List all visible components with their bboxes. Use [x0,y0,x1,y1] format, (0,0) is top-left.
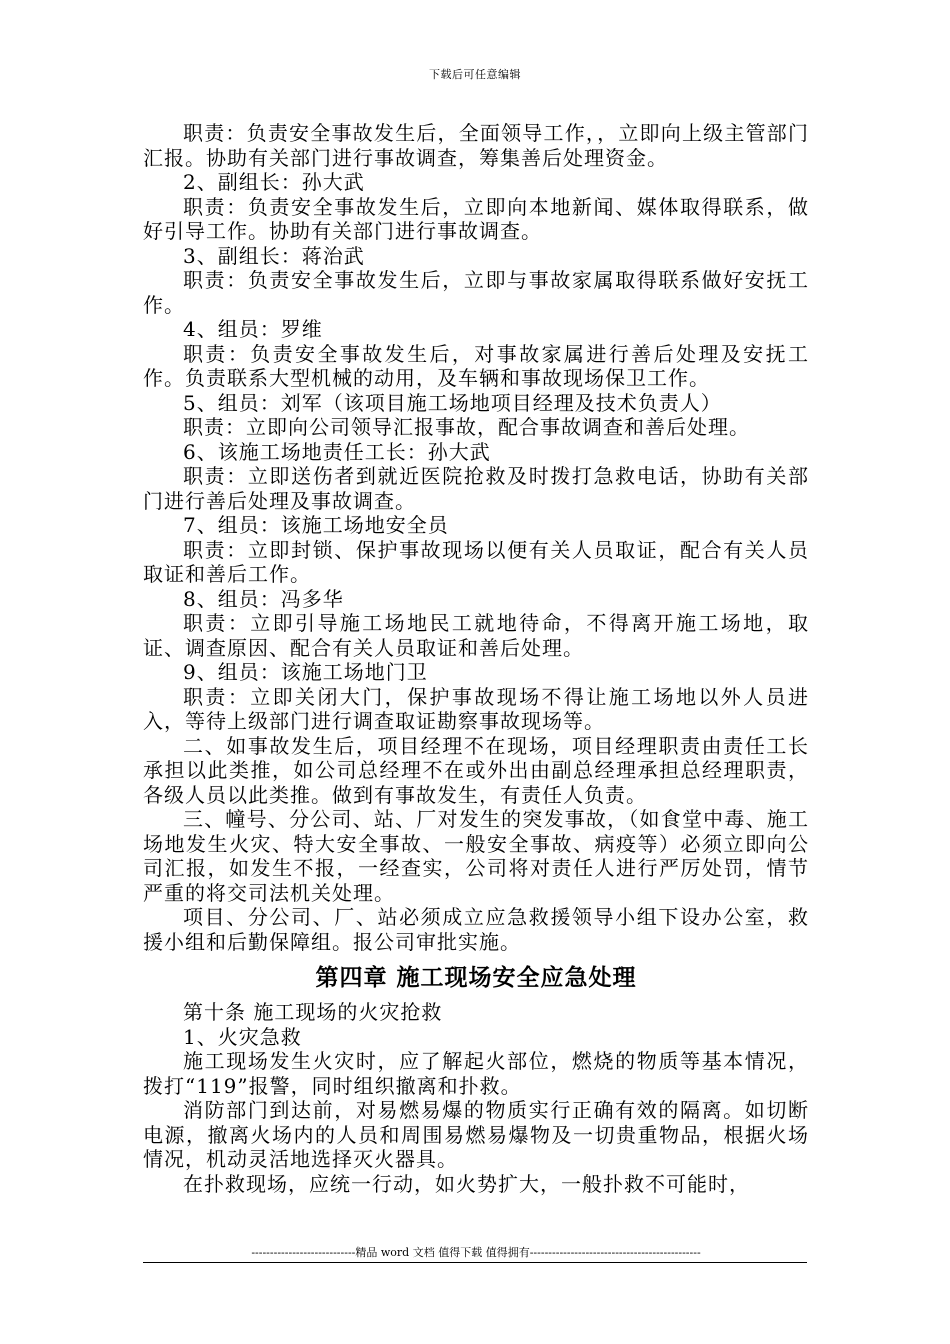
paragraph: 职责：负责安全事故发生后，立即向本地新闻、媒体取得联系，做好引导工作。协助有关部门进行事故调查。 [143,194,809,243]
document-body [143,121,809,1196]
paragraph: 项目、分公司、厂、站必须成立应急救援领导小组下设办公室，救援小组和后勤保障组。报公司审批实施。 [143,905,809,954]
paragraph: 第十条 施工现场的火灾抢救 [183,1000,443,1024]
paragraph: 8、组员：冯多华 [183,586,344,611]
paragraph: 职责：立即向公司领导汇报事故，配合事故调查和善后处理。 [183,415,750,439]
paragraph: 职责：负责安全事故发生后，对事故家属进行善后处理及安抚工作。负责联系大型机械的动用，及车辆和事故现场保卫工作。 [143,341,809,390]
paragraph: 消防部门到达前，对易燃易爆的物质实行正确有效的隔离。如切断电源，撤离火场内的人员和周围易燃易爆物及一切贵重物品，根据火场情况，机动灵活地选择灭火器具。 [143,1098,809,1171]
page-footer: ----------------------------精品 word 文档 值得下载 值得拥有---------------------------------------------- [251,1246,701,1259]
chapter-title: 第四章 施工现场安全应急处理 [315,965,637,991]
paragraph: 在扑救现场，应统一行动，如火势扩大，一般扑救不可能时， [183,1171,750,1196]
paragraph: 三、幢号、分公司、站、厂对发生的突发事故，（如食堂中毒、施工场地发生火灾、特大安全事故、一般安全事故、病疫等）必须立即向公司汇报，如发生不报，一经查实，公司将对责任人进行严厉处罚，情节严重的将交司法机关处理。 [143,807,809,905]
paragraph: 职责：立即关闭大门，保护事故现场不得让施工场地以外人员进入，等待上级部门进行调查取证勘察事故现场等。 [143,684,809,733]
paragraph: 职责：负责安全事故发生后，立即与事故家属取得联系做好安抚工作。 [143,268,809,317]
paragraph: 职责：立即封锁、保护事故现场以便有关人员取证，配合有关人员取证和善后工作。 [143,537,809,586]
paragraph: 职责：立即送伤者到就近医院抢救及时拨打急救电话，协助有关部门进行善后处理及事故调查。 [143,464,809,513]
paragraph: 5、组员：刘军（该项目施工场地项目经理及技术负责人） [183,390,722,415]
paragraph: 施工现场发生火灾时，应了解起火部位，燃烧的物质等基本情况，拨打“119”报警，同时组织撤离和扑救。 [143,1049,809,1098]
paragraphs-before [143,121,809,954]
paragraph: 二、如事故发生后，项目经理不在现场，项目经理职责由责任工长承担以此类推，如公司总经理不在或外出由副总经理承担总经理职责，各级人员以此类推。做到有事故发生，有责任人负责。 [143,733,809,807]
paragraph: 9、组员：该施工场地门卫 [183,660,428,684]
paragraph: 2、副组长：孙大武 [183,170,365,194]
paragraph: 7、组员：该施工场地安全员 [183,513,449,537]
paragraph: 3、副组长：蒋治武 [183,243,365,268]
paragraph: 职责：负责安全事故发生后，全面领导工作，，立即向上级主管部门汇报。协助有关部门进行事故调查，筹集善后处理资金。 [143,121,809,170]
paragraph: 6、该施工场地责任工长：孙大武 [183,439,491,464]
paragraph: 1、火灾急救 [183,1024,302,1049]
paragraphs-after [143,1000,809,1196]
paragraph: 职责：立即引导施工场地民工就地待命，不得离开施工场地，取证、调查原因、配合有关人员取证和善后处理。 [143,611,809,660]
page-header: 下载后可任意编辑 [429,68,521,81]
footer-divider [143,1262,807,1263]
paragraph: 4、组员：罗维 [183,317,323,341]
